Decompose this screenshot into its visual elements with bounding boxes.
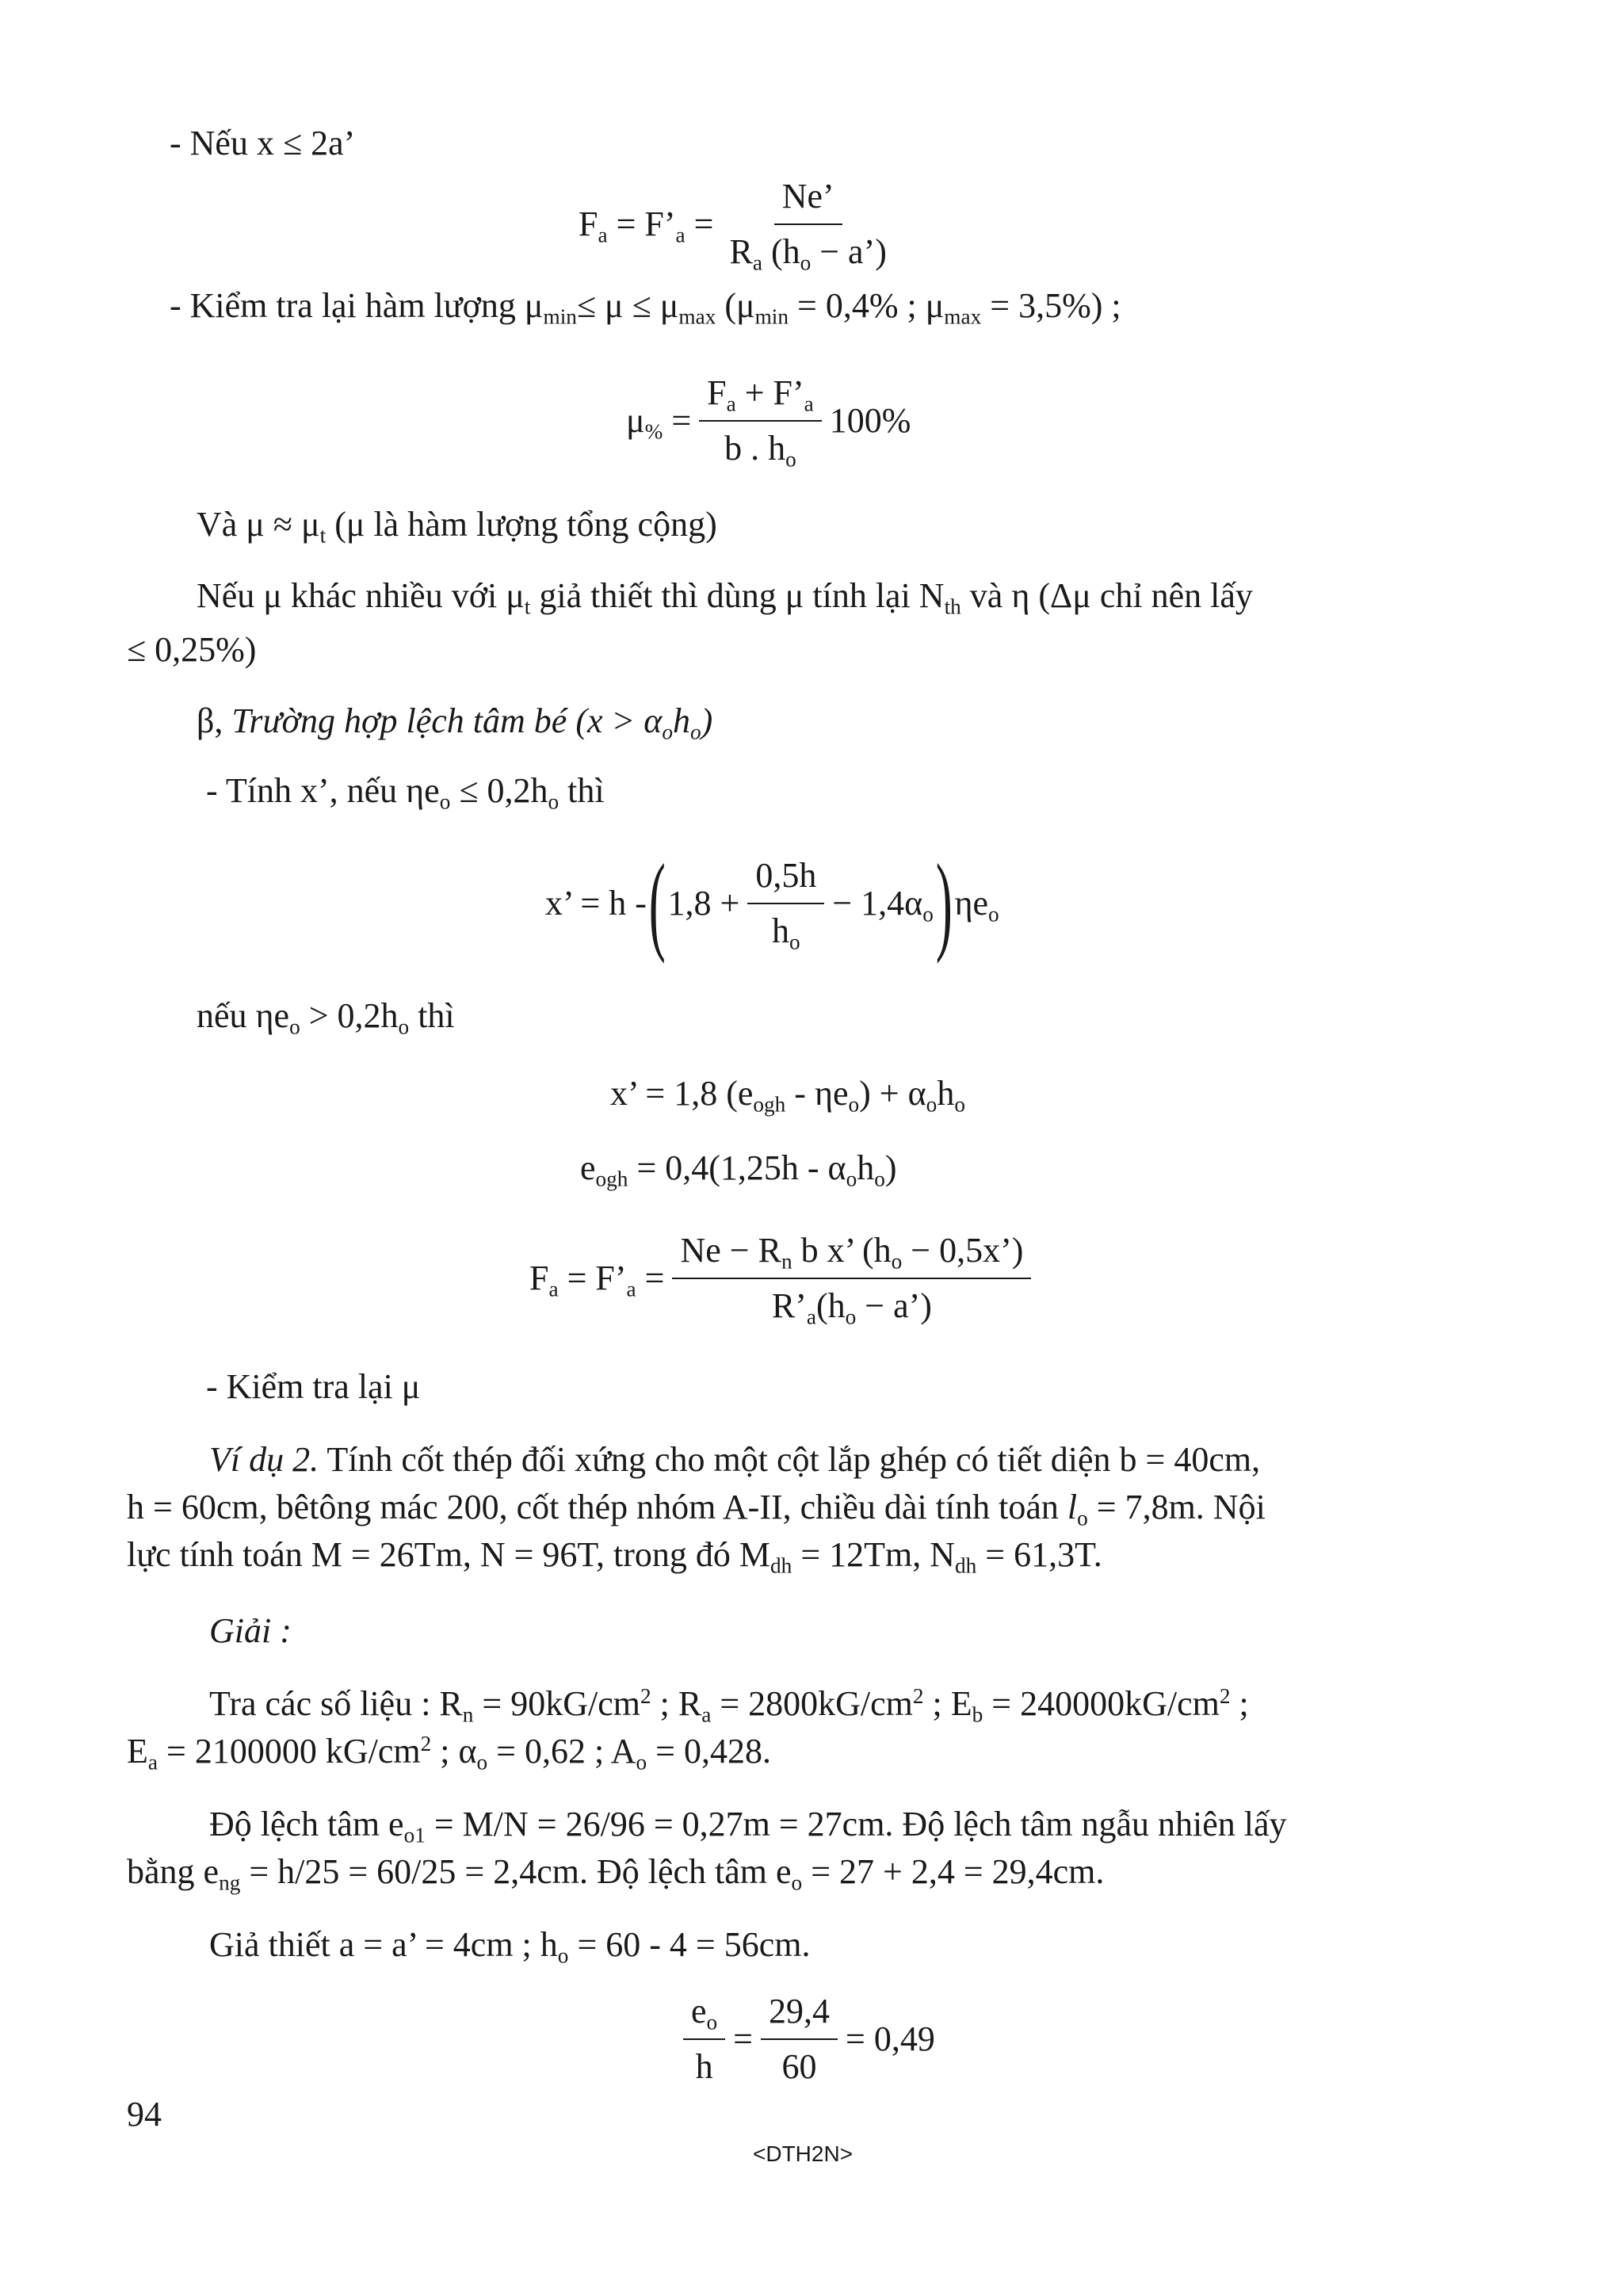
data-line-1: Tra các số liệu : $R_n = 90kG/cm^2$ ; $R_a = 2800kG/cm^2$ ; $E_b = 240000kG/cm^2$ ;	[209, 1684, 1249, 1727]
condition-line: - Nếu x ≤ 2a’	[170, 124, 356, 162]
eccentricity-line-1: Độ lệch tâm $e_{o1} = M/N = 26/96 = 0,27m = 27cm$. Độ lệch tâm ngẫu nhiên lấy	[209, 1805, 1287, 1847]
compute-x-line: - Tính x’, nếu $\eta e_o \le 0,2h_o$ thì	[206, 771, 605, 814]
example-line-2: h = 60cm, bêtông mác 200, cốt thép nhóm A-II, chiều dài tính toán $l_o = 7,8m$. Nội	[127, 1488, 1266, 1530]
solution-heading: Giải :	[209, 1611, 292, 1650]
eccentricity-line-2: bằng $e_{ng} = h/25 = 60/25 = 2,4cm$. Độ lệch tâm $e_o = 27 + 2,4 = 29,4cm$.	[127, 1852, 1105, 1895]
assumption-line: Giả thiết a = a’ = 4cm ; $h_o = 60 - 4 = 56cm$.	[209, 1925, 811, 1968]
condition-line-2: nếu $\eta e_o > 0,2h_o$ thì	[197, 996, 455, 1039]
page-number: 94	[127, 2095, 162, 2134]
section-heading-small-eccentricity: β, Trường hợp lệch tâm bé $(x > \alpha_oh_o)$	[197, 701, 713, 744]
formula-x-prime-2: x’ = 1,8 $(e_{ogh} - \eta e_o) + \alpha_oh_o$	[610, 1074, 965, 1117]
formula-mu-percent: $\mu_{\%}$ = $\frac{F_a + F’_a}{b . h_o}$ 100%	[626, 371, 911, 471]
recalc-line: Nếu μ khác nhiều với $\mu_t$ giả thiết thì dùng μ tính lại $N_{th}$ và η (Δμ chỉ nên lấy	[197, 576, 1253, 619]
formula-eo-over-h: $\frac{e_o}{h}$ = $\frac{29,4}{60}$ = 0,49	[675, 1989, 935, 2089]
total-ratio-line: Và $\mu \approx \mu_t$ (μ là hàm lượng tổng cộng)	[197, 505, 717, 548]
example-line-3: lực tính toán M = 26Tm, N = 96T, trong đó $M_{dh} = 12Tm$, $N_{dh} = 61,3T$.	[127, 1535, 1102, 1578]
formula-e-ogh: $e_{ogh} = 0,4(1,25h - \alpha_oh_o)$	[580, 1148, 897, 1191]
footer-mark: <DTH2N>	[753, 2141, 854, 2166]
formula-x-prime-1: x’ = h - ( 1,8 + $\frac{0,5h}{h_o}$ − $1,4\alpha_o$ ) $\eta e_o$	[545, 842, 999, 965]
recalc-line-cont: ≤ 0,25%)	[127, 630, 257, 669]
data-line-2: $E_a = 2100000$ $kG/cm^2$ ; $\alpha_o = 0,62$ ; $A_o = 0,428$.	[127, 1732, 771, 1775]
example-line-1: Ví dụ 2. Tính cốt thép đối xứng cho một cột lắp ghép có tiết diện b = 40cm,	[209, 1440, 1261, 1479]
check-mu-line: - Kiểm tra lại μ	[206, 1367, 421, 1406]
formula-fa-small-eccentricity: $F_a$ = $F’_a$ = $\frac{Ne’}{R_a (h_o - a’)}$	[579, 174, 903, 274]
formula-fa-large: $F_a$ = $F’_a$ = $\frac{Ne - R_n b x’ (h_o - 0,5x’)}{R’_a(h_o - a’)}$	[529, 1228, 1039, 1328]
check-ratio-line: - Kiểm tra lại hàm lượng $\mu_{min}\le \mu \le \mu_{max}$ ($\mu_{min} = 0,4\%$ ; $\mu_{max} = 3,5\%$) ;	[170, 286, 1121, 329]
